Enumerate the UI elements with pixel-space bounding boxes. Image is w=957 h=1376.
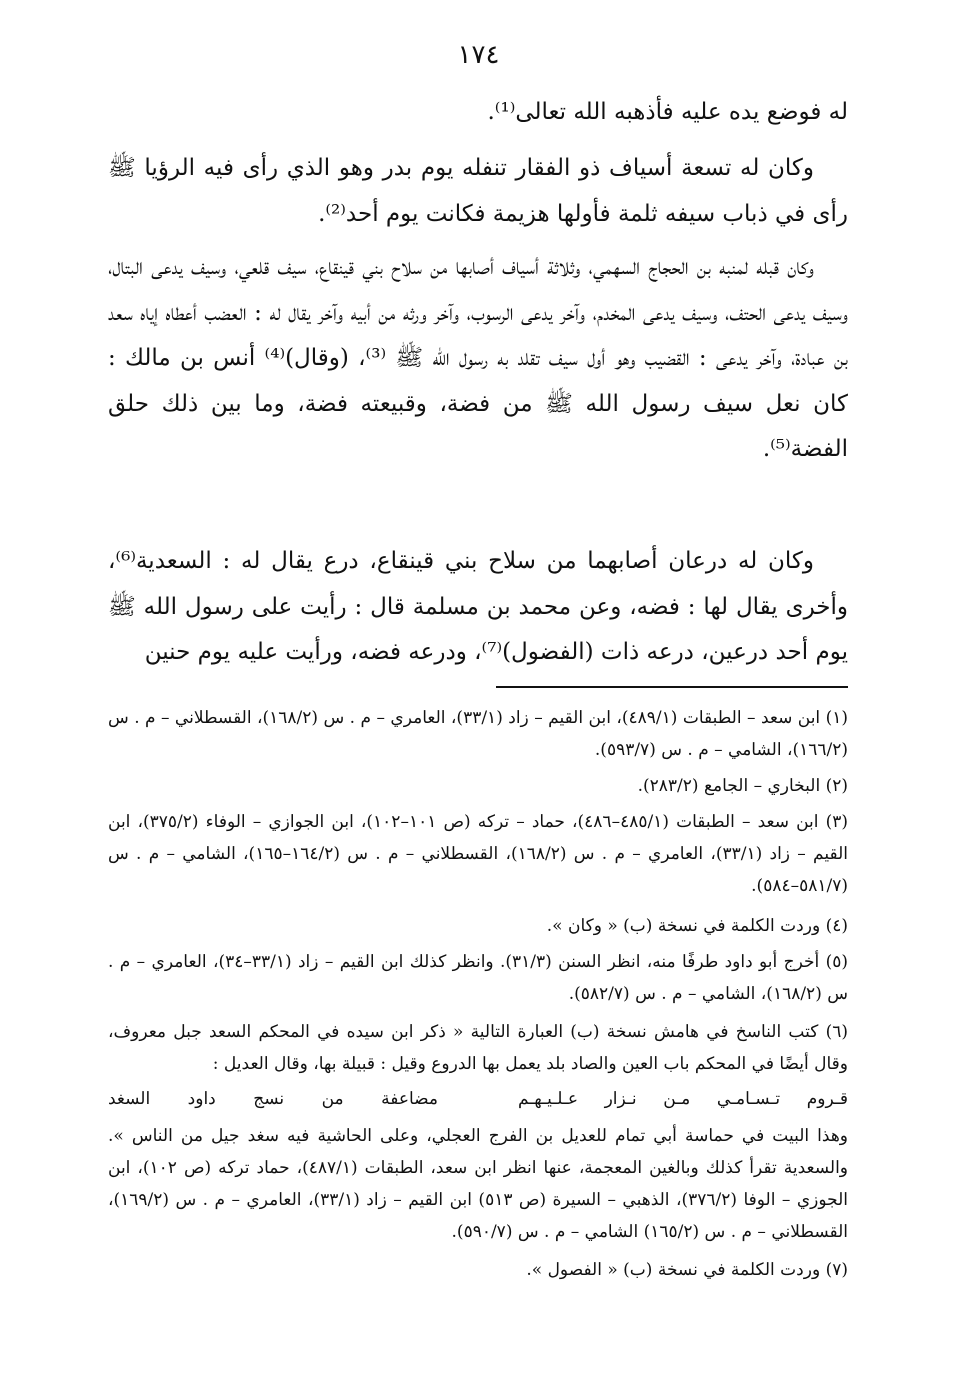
paragraph-4: وكان له درعان أصابهما من سلاح بني قينقاع، درع يقال له : السعدية⁽⁶⁾، وأخرى يقال لها : فضه، وعن محمد بن مسلمة قال : رأيت على رسول الله ﷺ يوم أحد درعين، درعه ذات (الفضول)⁽⁷⁾، ودرعه فضه، ورأيت عليه يوم حنين — [108, 548, 848, 665]
verse-second-hemistich: مضاعفة من نسج داود السغد — [108, 1089, 438, 1109]
footnote-1: (١) ابن سعد – الطبقات (٤٨٩/١)، ابن القيم – زاد (٣٣/١)، العامري – م . س (١٦٨/٢)، القسطلاني – م . س (١٦٦/٢)، الشامي – م . س (٥٩٣/٧). — [108, 708, 849, 760]
paragraph-3: وكان قبله لمنبه بن الحجاج السهمي، وثلاثة أسياف أصابها من سلاح بني قينقاع، سيف قلعي، وسيف يدعى البتال، وسيف يدعى الحتف، وسيف يدعى المخدم، وآخر يدعى الرسوب، وآخر ورثه من أبيه وآخر يقال له : العضب أعطاه إياه سعد بن عبادة، وآخر يدعى : القضيب وهو أول سيف تقلد به رسول الله ﷺ ⁽³⁾، (وقال)⁽⁴⁾ أنس بن مالك : كان نعل سيف رسول الله ﷺ من فضة، وقبيعته فضة، وما بين ذلك حلق الفضة⁽⁵⁾. — [108, 254, 848, 462]
footnote-2: (٢) البخاري – الجامع (٢٨٣/٢). — [637, 776, 848, 796]
footnote-separator — [496, 686, 848, 688]
footnote-3: (٣) ابن سعد – الطبقات (٤٨٥/١–٤٨٦)، حماد – تركه (ص ١٠١–١٠٢)، ابن الجوازي – الوفاء (٣٧٥/٢)، ابن القيم – زاد (٣٣/١)، العامري – م . س (١٦٨/٢)، القسطلاني – م . س (١٦٤/٢–١٦٥)، الشامي – م . س (٥٨١/٧–٥٨٤). — [108, 812, 849, 896]
footnote-6-continuation: وهذا البيت في حماسة أبي تمام للعديل بن الفرج العجلي، وعلى الحاشية فيه سغد جيل من الناس ». والسعدية تقرأ كذلك وبالغين المعجمة، عنها انظر ابن سعد، الطبقات (٤٨٧/١)، حماد تركه (ص ١٠٢)، ابن الجوزي – الوفا (٣٧٦/٢)، الذهبي – السيرة (ص ٥١٣) ابن القيم – زاد (٣٣/١)، العامري – م . س (١٦٩/٢)، القسطلاني – م . س (١٦٥/٢) الشامي – م . س (٥٩٠/٧). — [108, 1126, 848, 1242]
page-number: ١٧٤ — [457, 40, 500, 70]
footnote-7: (٧) وردت الكلمة في نسخة (ب) « الفصول ». — [526, 1260, 848, 1280]
footnote-5: (٥) أخرج أبو داود طرفًا منه، انظر السنن (٣١/٣). وانظر كذلك ابن القيم – زاد (٣٣/١–٣٤)، العامري – م . س (١٦٨/٢)، الشامي – م . س (٥٨٢/٧). — [108, 952, 848, 1004]
footnote-4: (٤) وردت الكلمة في نسخة (ب) « وكان ». — [546, 916, 848, 936]
paragraph-2: وكان له تسعة أسياف ذو الفقار تنفله يوم بدر وهو الذي رأى فيه الرؤيا ﷺ رأى في ذباب سيفه ثلمة فأولها هزيمة فكانت يوم أحد⁽²⁾. — [108, 155, 848, 227]
paragraph-1: له فوضع يده عليه فأذهبه الله تعالى⁽¹⁾. — [487, 99, 848, 125]
main-text — [108, 90, 848, 675]
verse-first-hemistich: قـروم تـسـامـي مـن نـزار عـلـيـهـم — [518, 1089, 848, 1109]
footnote-6-intro: (٦) كتب الناسخ في هامش نسخة (ب) العبارة التالية « ذكر ابن سيده في المحكم السعد جبل معروف، وقال أيضًا في المحكم باب العين والصاد بلد يعمل بها الدروع وقيل : قبيلة بها، وقال العديل : — [108, 1022, 848, 1074]
poetry-verse — [108, 1082, 848, 1120]
footnotes — [108, 702, 848, 1288]
